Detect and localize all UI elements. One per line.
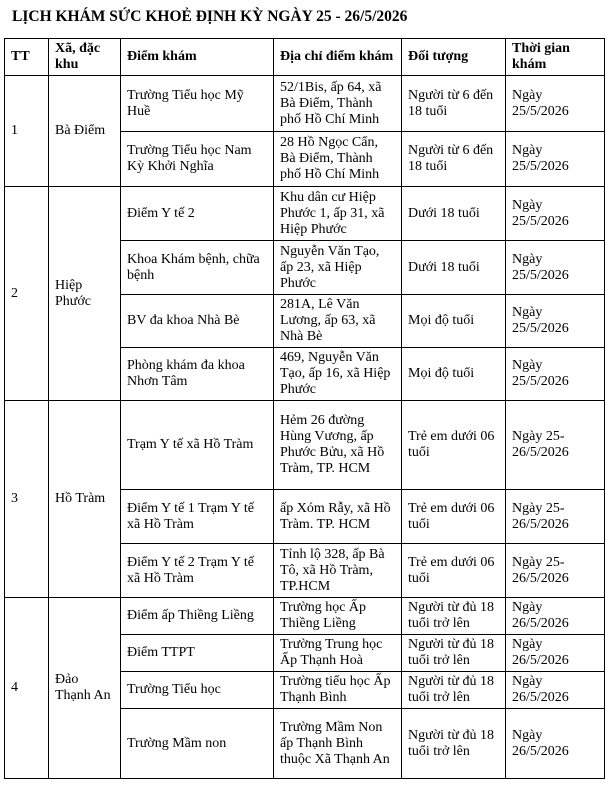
cell-thoi-gian: Ngày 25-26/5/2026 — [506, 490, 605, 544]
header-xa: Xã, đặc khu — [49, 39, 121, 76]
cell-doi-tuong: Mọi độ tuổi — [402, 295, 506, 348]
table-header-row — [5, 39, 605, 76]
cell-xa: Bà Điểm — [49, 76, 121, 187]
cell-xa: Hiệp Phước — [49, 187, 121, 401]
cell-diem-kham: Điểm Y tế 2 — [121, 187, 274, 241]
cell-dia-chi: ấp Xóm Rẫy, xã Hồ Tràm. TP. HCM — [274, 490, 402, 544]
cell-dia-chi: Hẻm 26 đường Hùng Vương, ấp Phước Bửu, xã Hồ Tràm, TP. HCM — [274, 401, 402, 490]
table-body — [5, 76, 605, 779]
cell-thoi-gian: Ngày 25/5/2026 — [506, 295, 605, 348]
cell-doi-tuong: Người từ 6 đến 18 tuổi — [402, 76, 506, 132]
cell-dia-chi: 28 Hồ Ngọc Cẩn, Bà Điểm, Thành phố Hồ Chí Minh — [274, 132, 402, 187]
cell-diem-kham: Điểm Y tế 2 Trạm Y tế xã Hồ Tràm — [121, 544, 274, 598]
cell-thoi-gian: Ngày 25/5/2026 — [506, 241, 605, 295]
table-row — [5, 598, 605, 635]
cell-diem-kham: Trường Tiểu học — [121, 672, 274, 709]
cell-diem-kham: Trạm Y tế xã Hồ Tràm — [121, 401, 274, 490]
cell-dia-chi: Trường tiểu học Ấp Thạnh Bình — [274, 672, 402, 709]
page-title: LỊCH KHÁM SỨC KHOẺ ĐỊNH KỲ NGÀY 25 - 26/5/2026 — [12, 8, 408, 25]
cell-doi-tuong: Người từ đủ 18 tuổi trở lên — [402, 635, 506, 672]
schedule-table — [4, 38, 605, 779]
cell-doi-tuong: Trẻ em dưới 06 tuổi — [402, 490, 506, 544]
cell-thoi-gian: Ngày 25/5/2026 — [506, 348, 605, 401]
cell-diem-kham: Trường Tiểu học Mỹ Huề — [121, 76, 274, 132]
cell-xa: Đảo Thạnh An — [49, 598, 121, 779]
cell-diem-kham: Trường Mầm non — [121, 709, 274, 779]
cell-dia-chi: Nguyễn Văn Tạo, ấp 23, xã Hiệp Phước — [274, 241, 402, 295]
cell-dia-chi: Trường học Ấp Thiềng Liềng — [274, 598, 402, 635]
cell-thoi-gian: Ngày 25-26/5/2026 — [506, 544, 605, 598]
cell-thoi-gian: Ngày 25/5/2026 — [506, 132, 605, 187]
cell-tt: 3 — [5, 401, 49, 598]
cell-doi-tuong: Mọi độ tuổi — [402, 348, 506, 401]
cell-dia-chi: Khu dân cư Hiệp Phước 1, ấp 31, xã Hiệp Phước — [274, 187, 402, 241]
cell-diem-kham: Điểm TTPT — [121, 635, 274, 672]
cell-thoi-gian: Ngày 25-26/5/2026 — [506, 401, 605, 490]
cell-doi-tuong: Trẻ em dưới 06 tuổi — [402, 544, 506, 598]
cell-thoi-gian: Ngày 25/5/2026 — [506, 187, 605, 241]
cell-diem-kham: Điểm ấp Thiềng Liềng — [121, 598, 274, 635]
table-row — [5, 401, 605, 490]
cell-doi-tuong: Người từ đủ 18 tuổi trở lên — [402, 598, 506, 635]
cell-thoi-gian: Ngày 25/5/2026 — [506, 76, 605, 132]
cell-doi-tuong: Người từ 6 đến 18 tuổi — [402, 132, 506, 187]
cell-dia-chi: 52/1Bis, ấp 64, xã Bà Điểm, Thành phố Hồ Chí Minh — [274, 76, 402, 132]
cell-tt: 1 — [5, 76, 49, 187]
cell-doi-tuong: Người từ đủ 18 tuổi trở lên — [402, 709, 506, 779]
cell-dia-chi: Trường Mầm Non ấp Thạnh Bình thuộc Xã Thạnh An — [274, 709, 402, 779]
header-doi-tuong: Đối tượng — [402, 39, 506, 76]
cell-doi-tuong: Trẻ em dưới 06 tuổi — [402, 401, 506, 490]
table-row — [5, 187, 605, 241]
cell-doi-tuong: Người từ đủ 18 tuổi trở lên — [402, 672, 506, 709]
cell-doi-tuong: Dưới 18 tuổi — [402, 241, 506, 295]
cell-diem-kham: Điểm Y tế 1 Trạm Y tế xã Hồ Tràm — [121, 490, 274, 544]
cell-diem-kham: Khoa Khám bệnh, chữa bệnh — [121, 241, 274, 295]
cell-dia-chi: 281A, Lê Văn Lương, ấp 63, xã Nhà Bè — [274, 295, 402, 348]
header-tt: TT — [5, 39, 49, 76]
cell-xa: Hồ Tràm — [49, 401, 121, 598]
cell-diem-kham: Trường Tiểu học Nam Kỳ Khởi Nghĩa — [121, 132, 274, 187]
cell-thoi-gian: Ngày 26/5/2026 — [506, 598, 605, 635]
cell-diem-kham: BV đa khoa Nhà Bè — [121, 295, 274, 348]
cell-thoi-gian: Ngày 26/5/2026 — [506, 635, 605, 672]
cell-tt: 2 — [5, 187, 49, 401]
header-diem-kham: Điểm khám — [121, 39, 274, 76]
cell-tt: 4 — [5, 598, 49, 779]
cell-dia-chi: 469, Nguyễn Văn Tạo, ấp 16, xã Hiệp Phước — [274, 348, 402, 401]
cell-thoi-gian: Ngày 26/5/2026 — [506, 709, 605, 779]
cell-thoi-gian: Ngày 26/5/2026 — [506, 672, 605, 709]
cell-dia-chi: Tỉnh lộ 328, ấp Bà Tô, xã Hồ Tràm, TP.HCM — [274, 544, 402, 598]
header-thoi-gian: Thời gian khám — [506, 39, 605, 76]
header-dia-chi: Địa chỉ điểm khám — [274, 39, 402, 76]
cell-doi-tuong: Dưới 18 tuổi — [402, 187, 506, 241]
table-row — [5, 76, 605, 132]
cell-dia-chi: Trường Trung học Ấp Thạnh Hoà — [274, 635, 402, 672]
cell-diem-kham: Phòng khám đa khoa Nhơn Tâm — [121, 348, 274, 401]
